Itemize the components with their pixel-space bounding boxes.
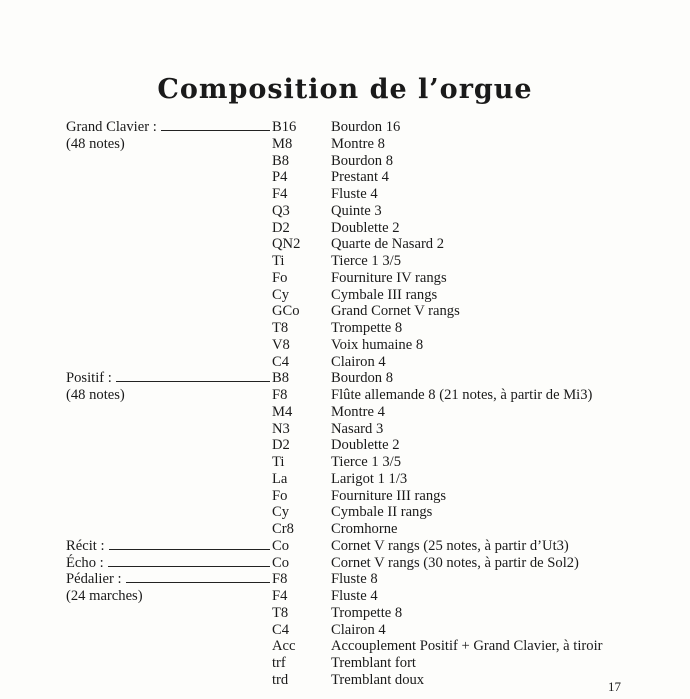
stop-code: GCo xyxy=(272,303,300,320)
section-label: (48 notes) xyxy=(66,135,125,152)
stop-code: Cr8 xyxy=(272,521,294,537)
stop-name: Fourniture III rangs xyxy=(331,487,447,504)
stop-name: Trompette 8 xyxy=(331,320,403,336)
stop-code: M4 xyxy=(272,403,293,420)
stop-row xyxy=(0,454,690,471)
stop-row xyxy=(0,588,690,605)
section-label: Positif : xyxy=(66,370,112,387)
section-label: Récit : xyxy=(66,537,105,554)
stop-name: Cymbale III rangs xyxy=(331,286,438,303)
stop-row xyxy=(0,622,690,639)
leader-line xyxy=(161,130,270,131)
stop-row xyxy=(0,655,690,672)
stop-row xyxy=(0,354,690,371)
stop-code: B16 xyxy=(272,119,297,135)
stop-code: M8 xyxy=(272,135,293,152)
organ-stop-list xyxy=(0,119,690,689)
stop-name: Montre 8 xyxy=(331,135,385,152)
stop-row xyxy=(0,555,690,572)
stop-name: Cornet V rangs (30 notes, à partir de Sol2) xyxy=(331,554,579,571)
leader-line xyxy=(126,582,270,583)
page-number: 17 xyxy=(608,679,621,694)
section-label: (24 marches) xyxy=(66,588,143,604)
stop-name: Nasard 3 xyxy=(331,420,384,437)
stop-code: Cy xyxy=(272,286,290,303)
stop-code: D2 xyxy=(272,437,290,454)
stop-code: F4 xyxy=(272,186,288,202)
stop-code: QN2 xyxy=(272,236,301,253)
stop-code: F4 xyxy=(272,588,288,604)
stop-code: N3 xyxy=(272,420,290,437)
stop-name: Cymbale II rangs xyxy=(331,504,433,521)
stop-row xyxy=(0,236,690,253)
stop-code: D2 xyxy=(272,219,290,236)
stop-code: Fo xyxy=(272,487,288,504)
section-label: Écho : xyxy=(66,554,104,571)
stop-name: Tremblant doux xyxy=(331,671,425,688)
stop-row xyxy=(0,521,690,538)
stop-row xyxy=(0,638,690,655)
stop-row xyxy=(0,203,690,220)
stop-code: F8 xyxy=(272,387,288,403)
stop-name: Tierce 1 3/5 xyxy=(331,253,401,269)
stop-code: Fo xyxy=(272,269,288,286)
stop-code: trf xyxy=(272,655,286,671)
stop-code: Ti xyxy=(272,253,285,269)
stop-name: Prestant 4 xyxy=(331,169,389,186)
stop-name: Quarte de Nasard 2 xyxy=(331,236,445,253)
stop-name: Bourdon 16 xyxy=(331,119,401,135)
section-label: Grand Clavier : xyxy=(66,119,157,135)
stop-name: Cromhorne xyxy=(331,521,398,537)
stop-name: Tremblant fort xyxy=(331,655,416,671)
stop-row xyxy=(0,287,690,304)
stop-name: Fluste 4 xyxy=(331,186,378,202)
stop-name: Clairon 4 xyxy=(331,353,386,370)
stop-name: Clairon 4 xyxy=(331,621,386,638)
stop-row xyxy=(0,571,690,588)
stop-row xyxy=(0,337,690,354)
section-label: (48 notes) xyxy=(66,387,125,403)
stop-code: P4 xyxy=(272,169,288,186)
stop-name: Accouplement Positif + Grand Clavier, à tiroir xyxy=(331,638,603,655)
stop-code: trd xyxy=(272,671,289,688)
stop-row xyxy=(0,538,690,555)
stop-code: Co xyxy=(272,554,290,571)
stop-row xyxy=(0,404,690,421)
stop-name: Bourdon 8 xyxy=(331,370,394,387)
stop-name: Cornet V rangs (25 notes, à partir d’Ut3) xyxy=(331,537,569,554)
stop-row xyxy=(0,270,690,287)
page-title: Composition de l’orgue xyxy=(157,74,533,105)
stop-name: Doublette 2 xyxy=(331,437,400,454)
stop-row xyxy=(0,320,690,337)
stop-row xyxy=(0,421,690,438)
stop-row xyxy=(0,387,690,404)
stop-code: Acc xyxy=(272,638,296,655)
stop-row xyxy=(0,220,690,237)
section-label: Pédalier : xyxy=(66,571,122,588)
stop-row xyxy=(0,136,690,153)
stop-code: B8 xyxy=(272,152,290,169)
stop-code: F8 xyxy=(272,571,288,588)
stop-code: C4 xyxy=(272,353,290,370)
stop-row xyxy=(0,186,690,203)
stop-name: Fluste 8 xyxy=(331,571,378,588)
stop-row xyxy=(0,169,690,186)
stop-code: T8 xyxy=(272,320,289,336)
stop-name: Grand Cornet V rangs xyxy=(331,303,460,320)
stop-row xyxy=(0,153,690,170)
stop-code: Co xyxy=(272,537,290,554)
stop-name: Voix humaine 8 xyxy=(331,336,424,353)
leader-line xyxy=(108,566,270,567)
stop-name: Fourniture IV rangs xyxy=(331,269,447,286)
stop-code: Cy xyxy=(272,504,290,521)
stop-code: V8 xyxy=(272,336,290,353)
stop-name: Montre 4 xyxy=(331,403,385,420)
stop-name: Tierce 1 3/5 xyxy=(331,454,401,470)
stop-code: Q3 xyxy=(272,202,290,219)
stop-row xyxy=(0,488,690,505)
leader-line xyxy=(116,381,270,382)
stop-name: Larigot 1 1/3 xyxy=(331,470,408,487)
stop-code: La xyxy=(272,470,288,487)
stop-name: Fluste 4 xyxy=(331,588,378,604)
stop-row xyxy=(0,119,690,136)
stop-code: B8 xyxy=(272,370,290,387)
stop-code: Ti xyxy=(272,454,285,470)
stop-name: Bourdon 8 xyxy=(331,152,394,169)
stop-row xyxy=(0,605,690,622)
stop-row xyxy=(0,504,690,521)
stop-name: Quinte 3 xyxy=(331,202,382,219)
stop-name: Trompette 8 xyxy=(331,604,403,621)
stop-name: Doublette 2 xyxy=(331,219,400,236)
stop-row xyxy=(0,437,690,454)
stop-code: C4 xyxy=(272,621,290,638)
stop-row xyxy=(0,370,690,387)
stop-name: Flûte allemande 8 (21 notes, à partir de Mi3) xyxy=(331,387,593,403)
stop-code: T8 xyxy=(272,604,289,621)
stop-row xyxy=(0,471,690,488)
stop-row xyxy=(0,253,690,270)
leader-line xyxy=(109,549,270,550)
stop-row xyxy=(0,672,690,689)
stop-row xyxy=(0,303,690,320)
